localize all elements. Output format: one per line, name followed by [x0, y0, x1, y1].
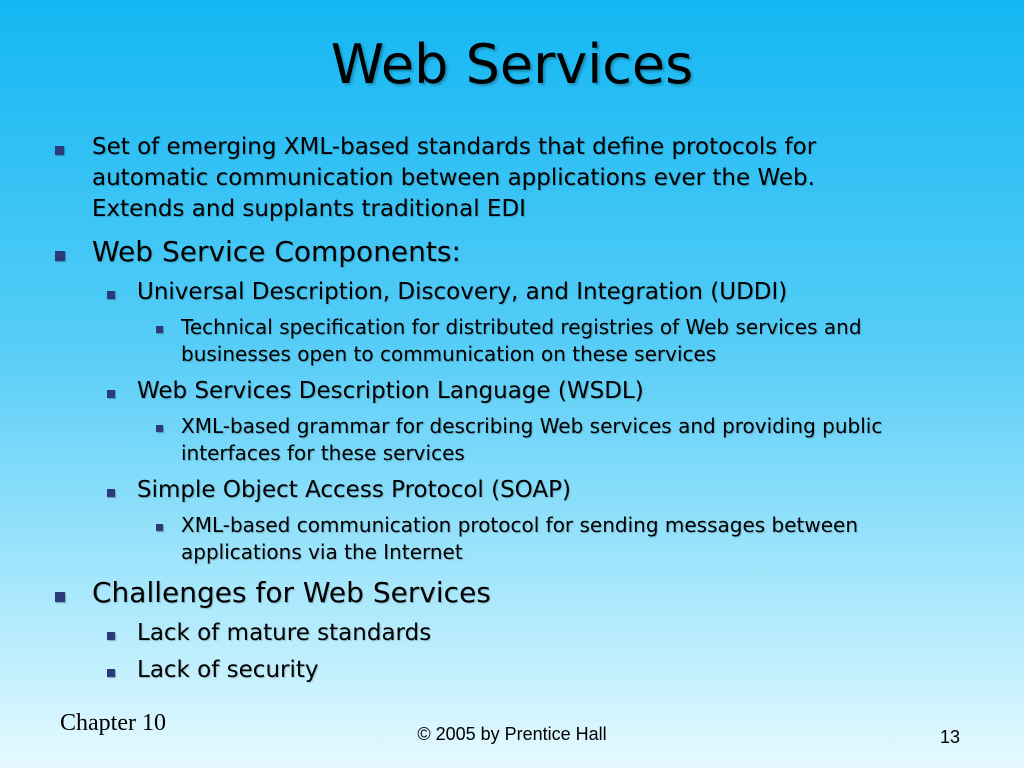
bullet-text: Web Service Components: [92, 235, 461, 268]
square-bullet-icon [107, 489, 115, 497]
sub-sub-bullet-line: XML-based grammar for describing Web services and providing public [181, 414, 883, 438]
footer-chapter: Chapter 10 [60, 710, 166, 736]
square-bullet-icon [107, 632, 115, 640]
square-bullet-icon [156, 524, 163, 531]
square-bullet-icon [156, 326, 163, 333]
sub-sub-bullet-line: XML-based communication protocol for sending messages between [181, 513, 859, 537]
square-bullet-icon [107, 669, 115, 677]
footer-copyright: © 2005 by Prentice Hall [417, 724, 607, 744]
square-bullet-icon [55, 251, 65, 261]
sub-sub-bullet-line: Technical specification for distributed registries of Web services and [181, 315, 862, 339]
sub-bullet-text: Lack of mature standards [137, 620, 432, 646]
bullet-text: Challenges for Web Services [92, 576, 491, 609]
bullet-line: Extends and supplants traditional EDI [92, 196, 526, 222]
bullet-line: automatic communication between applications ever the Web. [92, 165, 815, 191]
square-bullet-icon [107, 390, 115, 398]
footer-page-number: 13 [940, 727, 961, 747]
square-bullet-icon [55, 592, 65, 602]
square-bullet-icon [55, 146, 64, 155]
sub-bullet-text: Web Services Description Language (WSDL) [137, 378, 644, 404]
sub-bullet-text: Universal Description, Discovery, and Integration (UDDI) [137, 279, 788, 305]
sub-sub-bullet-line: applications via the Internet [181, 540, 463, 564]
square-bullet-icon [156, 425, 163, 432]
sub-bullet-text: Lack of security [137, 657, 319, 683]
square-bullet-icon [107, 291, 115, 299]
sub-sub-bullet-line: businesses open to communication on these services [181, 342, 717, 366]
slide-title: Web Services [330, 33, 694, 96]
bullet-line: Set of emerging XML-based standards that define protocols for [92, 134, 817, 160]
sub-bullet-text: Simple Object Access Protocol (SOAP) [137, 477, 571, 503]
sub-sub-bullet-line: interfaces for these services [181, 441, 465, 465]
